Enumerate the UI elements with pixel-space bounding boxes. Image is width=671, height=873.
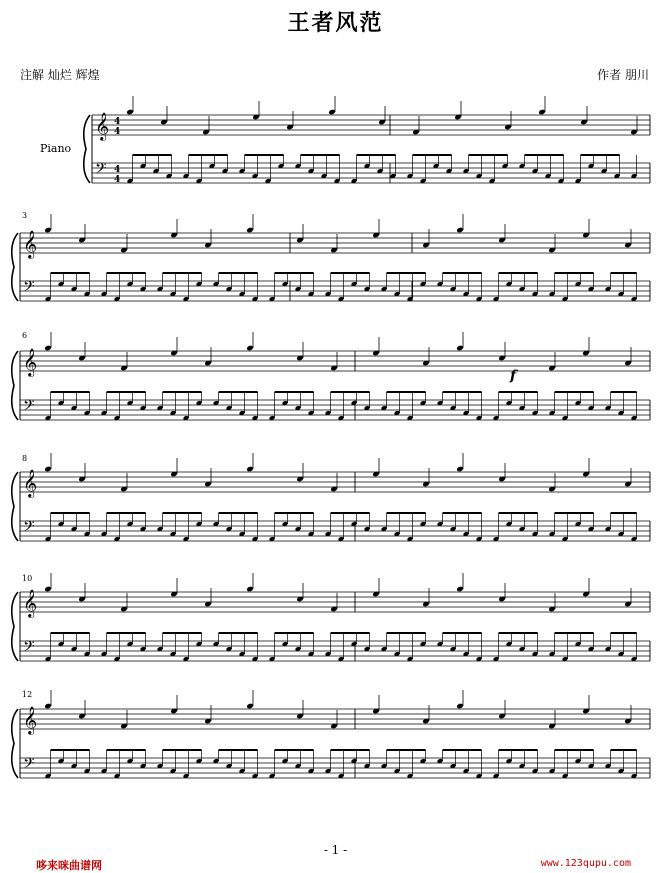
brace: [12, 709, 18, 778]
measure-number: 6: [22, 331, 28, 340]
time-signature-top: 4: [114, 165, 121, 175]
treble-clef-icon: 𝄞: [23, 469, 38, 497]
brace: [12, 351, 18, 420]
brace: [12, 592, 18, 661]
bass-clef-icon: 𝄢: [23, 397, 35, 418]
measure-number: 12: [22, 690, 33, 699]
measure-number: 3: [22, 211, 28, 220]
brace: [12, 233, 18, 301]
time-signature-bottom: 4: [114, 127, 121, 137]
treble-clef-icon: 𝄞: [23, 230, 38, 258]
measure-number: 10: [22, 574, 33, 583]
bass-clef-icon: 𝄢: [23, 755, 35, 776]
bass-clef-icon: 𝄢: [95, 160, 107, 181]
score-subtitle: 注解 灿烂 辉煌: [20, 68, 100, 82]
bass-clef-icon: 𝄢: [23, 638, 35, 659]
treble-clef-icon: 𝄞: [95, 112, 110, 140]
time-signature-bottom: 4: [114, 175, 121, 185]
brace: [12, 472, 18, 541]
treble-clef-icon: 𝄞: [23, 348, 38, 376]
treble-clef-icon: 𝄞: [23, 706, 38, 734]
page-number: - 1 -: [323, 843, 348, 857]
measure-number: 8: [22, 454, 28, 463]
time-signature-top: 4: [114, 117, 121, 127]
dynamic-mark: f: [510, 368, 517, 384]
bass-clef-icon: 𝄢: [23, 278, 35, 299]
score-title: 王者风范: [287, 11, 384, 36]
composer-credit: 作者 朋川: [597, 68, 649, 82]
site-watermark-left: 哆来咪曲谱网: [36, 859, 102, 872]
bass-clef-icon: 𝄢: [23, 518, 35, 539]
brace: [84, 115, 90, 183]
treble-clef-icon: 𝄞: [23, 589, 38, 617]
site-watermark-right: www.123qupu.com: [540, 858, 631, 869]
instrument-label: Piano: [40, 142, 72, 155]
